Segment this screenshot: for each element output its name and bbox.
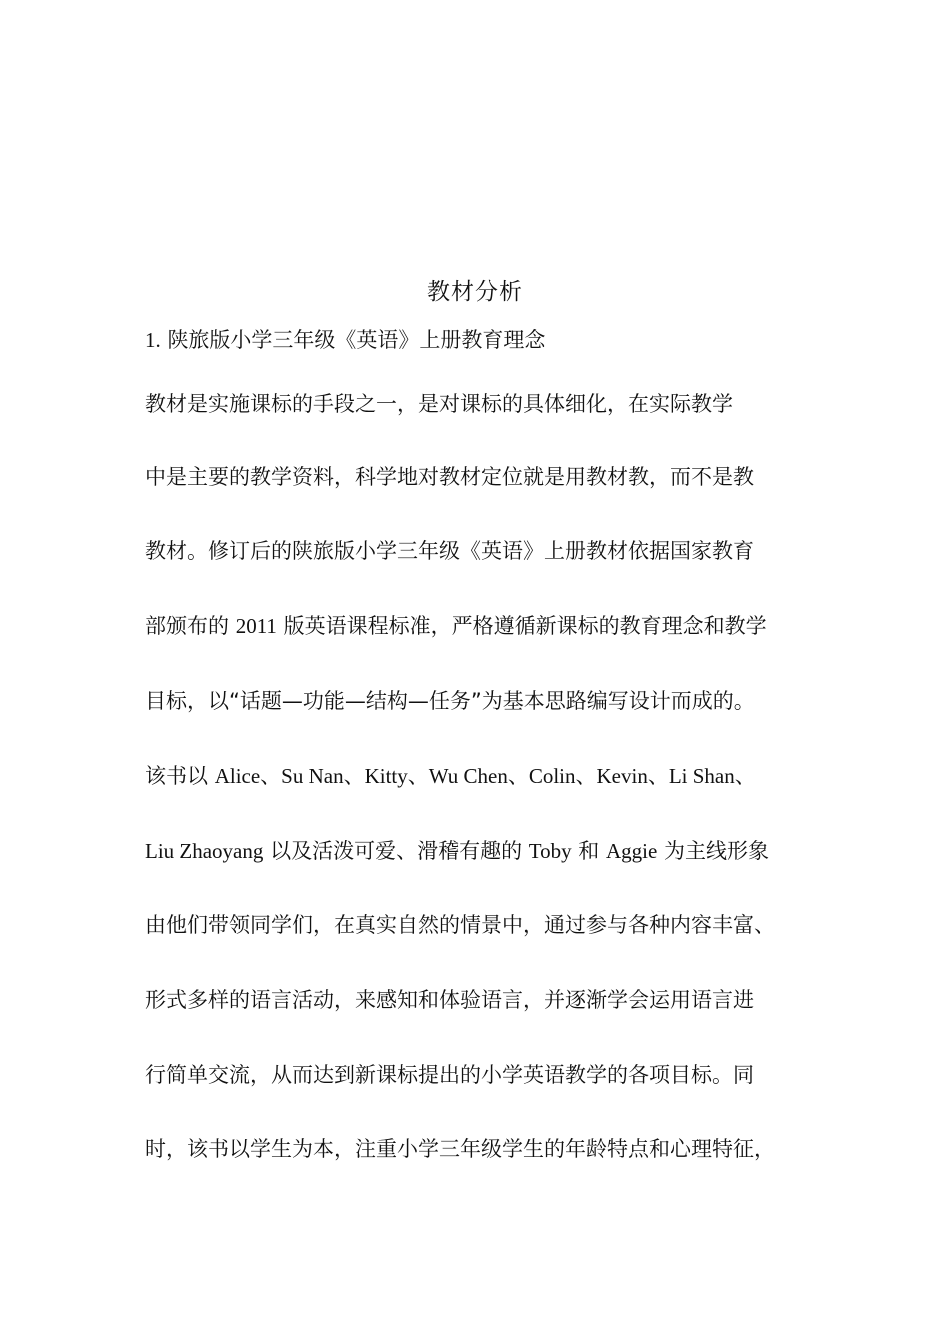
section-heading (145, 320, 545, 360)
paragraph-line: 部颁布的 2011 版英语课程标准，严格遵循新课标的教育理念和教学 (145, 614, 767, 638)
latin-text-run: Wu Chen (428, 764, 508, 788)
latin-text-run: Li Shan (668, 764, 735, 788)
latin-text-run: Toby (528, 839, 572, 863)
latin-text-run: Su Nan (281, 764, 344, 788)
latin-text-run: Alice (214, 764, 261, 788)
section-number: 1. (145, 328, 161, 352)
paragraph-line: 行简单交流，从而达到新课标提出的小学英语教学的各项目标。同 (145, 1063, 754, 1087)
section-heading-text: 陕旅版小学三年级《英语》上册教育理念 (167, 328, 546, 352)
paragraph-line: 教材。修订后的陕旅版小学三年级《英语》上册教材依据国家教育 (145, 539, 754, 563)
paragraph-line: 目标，以“话题—功能—结构—任务”为基本思路编写设计而成的。 (145, 689, 755, 713)
latin-text-run: Kitty (364, 764, 408, 788)
latin-text-run: Liu Zhaoyang (145, 839, 264, 863)
paragraph-line: 中是主要的教学资料，科学地对教材定位就是用教材教，而不是教 (145, 465, 754, 489)
paragraph-line: 由他们带领同学们，在真实自然的情景中，通过参与各种内容丰富、 (145, 913, 775, 937)
paragraph-line: 教材是实施课标的手段之一，是对课标的具体细化，在实际教学 (145, 392, 733, 416)
latin-text-run: Kevin (596, 764, 648, 788)
document-title: 教材分析 (427, 279, 523, 305)
paragraph-line: 形式多样的语言活动，来感知和体验语言，并逐渐学会运用语言进 (145, 988, 754, 1012)
latin-text-run: Colin (528, 764, 576, 788)
paragraph-line: 时，该书以学生为本，注重小学三年级学生的年龄特点和心理特征， (145, 1137, 775, 1161)
latin-text-run: 2011 (235, 614, 277, 638)
latin-text-run: Aggie (605, 839, 658, 863)
paragraph-line: Liu Zhaoyang 以及活泼可爱、滑稽有趣的 Toby 和 Aggie 为主线形象 (145, 839, 769, 863)
paragraph-line: 该书以 Alice、Su Nan、Kitty、Wu Chen、Colin、Kevin、Li Shan、 (145, 764, 756, 788)
